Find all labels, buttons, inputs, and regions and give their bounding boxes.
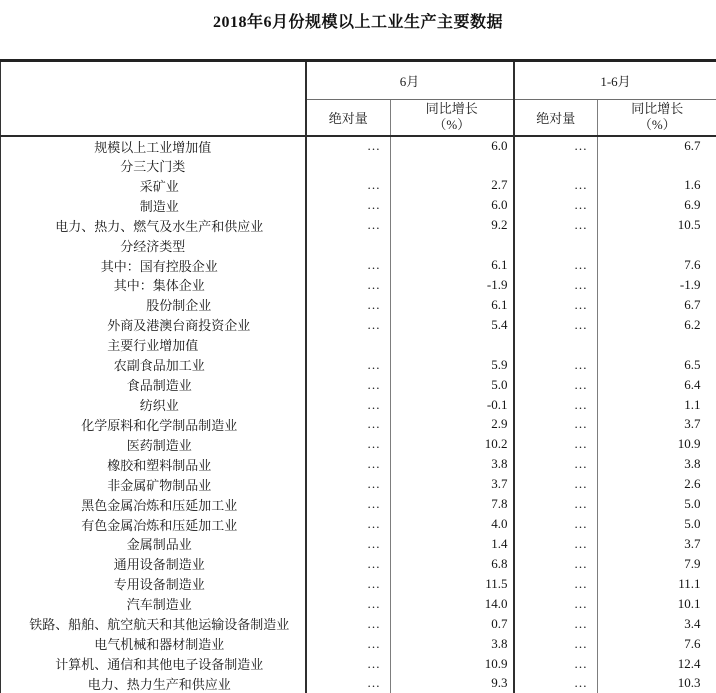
june-absolute-cell: … <box>306 534 391 554</box>
row-label: 通用设备制造业 <box>1 554 306 574</box>
h1-yoy-cell: 6.2 <box>598 315 716 335</box>
row-label: 金属制品业 <box>1 534 306 554</box>
june-yoy-cell <box>391 235 514 255</box>
row-label: 专用设备制造业 <box>1 574 306 594</box>
h1-yoy-cell: 5.0 <box>598 514 716 534</box>
table-row <box>1 474 716 494</box>
table-row <box>1 215 716 235</box>
row-label: 非金属矿物制品业 <box>1 474 306 494</box>
h1-yoy-cell: 10.9 <box>598 434 716 454</box>
table-row <box>1 275 716 295</box>
h1-absolute-cell: … <box>514 534 598 554</box>
row-label: 其中：国有控股企业 <box>1 255 306 275</box>
industrial-production-table <box>0 59 716 693</box>
h1-yoy-cell: 3.7 <box>598 534 716 554</box>
row-label: 电力、热力、燃气及水生产和供应业 <box>1 215 306 235</box>
june-yoy-cell: 5.0 <box>391 375 514 395</box>
table-row <box>1 156 716 176</box>
june-yoy-cell: 6.1 <box>391 295 514 315</box>
june-absolute-cell: … <box>306 375 391 395</box>
header-june-yoy <box>391 100 514 136</box>
h1-absolute-cell: … <box>514 514 598 534</box>
row-label: 其中：集体企业 <box>1 275 306 295</box>
h1-yoy-cell: 3.4 <box>598 614 716 634</box>
june-yoy-cell: 2.7 <box>391 175 514 195</box>
h1-absolute-cell: … <box>514 673 598 693</box>
june-absolute-cell: … <box>306 514 391 534</box>
row-label: 采矿业 <box>1 175 306 195</box>
header-jan-june-absolute: 绝对量 <box>514 100 598 136</box>
june-yoy-cell: 1.4 <box>391 534 514 554</box>
h1-absolute-cell: … <box>514 414 598 434</box>
june-yoy-cell: 3.8 <box>391 634 514 654</box>
june-yoy-cell <box>391 156 514 176</box>
june-absolute-cell <box>306 235 391 255</box>
table-row <box>1 255 716 275</box>
h1-yoy-cell: 1.6 <box>598 175 716 195</box>
h1-absolute-cell <box>514 156 598 176</box>
h1-yoy-cell: 3.8 <box>598 454 716 474</box>
h1-absolute-cell: … <box>514 494 598 514</box>
june-absolute-cell: … <box>306 195 391 215</box>
june-yoy-cell: 0.7 <box>391 614 514 634</box>
row-label: 黑色金属冶炼和压延加工业 <box>1 494 306 514</box>
june-absolute-cell: … <box>306 414 391 434</box>
row-label: 主要行业增加值 <box>1 335 306 355</box>
table-row <box>1 654 716 674</box>
h1-absolute-cell: … <box>514 255 598 275</box>
june-yoy-cell: 5.9 <box>391 355 514 375</box>
h1-absolute-cell: … <box>514 215 598 235</box>
h1-absolute-cell: … <box>514 395 598 415</box>
table-row <box>1 315 716 335</box>
h1-absolute-cell: … <box>514 295 598 315</box>
table-row <box>1 375 716 395</box>
table-header <box>1 61 716 136</box>
h1-yoy-cell: 6.7 <box>598 295 716 315</box>
row-label: 农副食品加工业 <box>1 355 306 375</box>
h1-yoy-cell: 6.7 <box>598 136 716 156</box>
table-row <box>1 534 716 554</box>
june-absolute-cell: … <box>306 295 391 315</box>
yoy-label-line2: （%） <box>391 117 513 133</box>
h1-yoy-cell: 7.6 <box>598 634 716 654</box>
h1-yoy-cell: 7.9 <box>598 554 716 574</box>
row-label: 医药制造业 <box>1 434 306 454</box>
row-label: 铁路、船舶、航空航天和其他运输设备制造业 <box>1 614 306 634</box>
h1-absolute-cell <box>514 335 598 355</box>
june-absolute-cell: … <box>306 136 391 156</box>
h1-absolute-cell <box>514 235 598 255</box>
june-absolute-cell <box>306 156 391 176</box>
h1-yoy-cell <box>598 335 716 355</box>
june-yoy-cell: -0.1 <box>391 395 514 415</box>
h1-yoy-cell: 6.4 <box>598 375 716 395</box>
row-label: 化学原料和化学制品制造业 <box>1 414 306 434</box>
header-group-row <box>1 61 716 100</box>
june-yoy-cell <box>391 335 514 355</box>
june-yoy-cell: 3.7 <box>391 474 514 494</box>
table-row <box>1 175 716 195</box>
table-body <box>1 136 716 693</box>
june-yoy-cell: 3.8 <box>391 454 514 474</box>
june-absolute-cell: … <box>306 654 391 674</box>
june-absolute-cell: … <box>306 614 391 634</box>
june-absolute-cell: … <box>306 255 391 275</box>
table-row <box>1 136 716 156</box>
june-absolute-cell: … <box>306 434 391 454</box>
yoy-label-line1: 同比增长 <box>391 101 513 117</box>
h1-absolute-cell: … <box>514 175 598 195</box>
table-row <box>1 574 716 594</box>
h1-yoy-cell: 7.6 <box>598 255 716 275</box>
h1-yoy-cell: 10.1 <box>598 594 716 614</box>
row-label: 纺织业 <box>1 395 306 415</box>
row-label: 制造业 <box>1 195 306 215</box>
h1-absolute-cell: … <box>514 614 598 634</box>
june-absolute-cell: … <box>306 574 391 594</box>
june-yoy-cell: 11.5 <box>391 574 514 594</box>
header-group-jan-june: 1-6月 <box>514 61 716 100</box>
row-label: 规模以上工业增加值 <box>1 136 306 156</box>
row-label: 橡胶和塑料制品业 <box>1 454 306 474</box>
table-row <box>1 454 716 474</box>
h1-absolute-cell: … <box>514 574 598 594</box>
table-row <box>1 554 716 574</box>
june-absolute-cell: … <box>306 634 391 654</box>
row-label: 汽车制造业 <box>1 594 306 614</box>
h1-yoy-cell: 10.3 <box>598 673 716 693</box>
june-absolute-cell: … <box>306 494 391 514</box>
h1-yoy-cell: 11.1 <box>598 574 716 594</box>
june-absolute-cell: … <box>306 355 391 375</box>
h1-yoy-cell: 2.6 <box>598 474 716 494</box>
table-row <box>1 195 716 215</box>
h1-absolute-cell: … <box>514 434 598 454</box>
june-yoy-cell: 6.0 <box>391 195 514 215</box>
row-label: 股份制企业 <box>1 295 306 315</box>
h1-yoy-cell: 12.4 <box>598 654 716 674</box>
h1-absolute-cell: … <box>514 474 598 494</box>
h1-absolute-cell: … <box>514 634 598 654</box>
h1-absolute-cell: … <box>514 454 598 474</box>
june-absolute-cell: … <box>306 175 391 195</box>
h1-absolute-cell: … <box>514 136 598 156</box>
table-row <box>1 434 716 454</box>
table-row <box>1 494 716 514</box>
june-absolute-cell: … <box>306 395 391 415</box>
june-yoy-cell: 9.2 <box>391 215 514 235</box>
h1-absolute-cell: … <box>514 554 598 574</box>
h1-yoy-cell: 6.5 <box>598 355 716 375</box>
table-row <box>1 414 716 434</box>
row-label: 分经济类型 <box>1 235 306 255</box>
june-yoy-cell: -1.9 <box>391 275 514 295</box>
june-absolute-cell: … <box>306 673 391 693</box>
yoy-label-line2: （%） <box>598 117 716 133</box>
page-title: 2018年6月份规模以上工业生产主要数据 <box>0 9 716 32</box>
table-row <box>1 235 716 255</box>
header-june-absolute: 绝对量 <box>306 100 391 136</box>
table-row <box>1 673 716 693</box>
row-label: 电力、热力生产和供应业 <box>1 673 306 693</box>
h1-yoy-cell: 10.5 <box>598 215 716 235</box>
table-row <box>1 514 716 534</box>
header-corner-cell <box>1 61 306 136</box>
h1-yoy-cell: 6.9 <box>598 195 716 215</box>
h1-absolute-cell: … <box>514 654 598 674</box>
row-label: 计算机、通信和其他电子设备制造业 <box>1 654 306 674</box>
row-label: 有色金属冶炼和压延加工业 <box>1 514 306 534</box>
june-absolute-cell: … <box>306 275 391 295</box>
june-absolute-cell: … <box>306 215 391 235</box>
table-row <box>1 594 716 614</box>
june-absolute-cell: … <box>306 594 391 614</box>
header-group-june: 6月 <box>306 61 514 100</box>
june-absolute-cell: … <box>306 315 391 335</box>
table-row <box>1 295 716 315</box>
row-label: 食品制造业 <box>1 375 306 395</box>
table-row <box>1 634 716 654</box>
yoy-label-line1: 同比增长 <box>598 101 716 117</box>
row-label: 外商及港澳台商投资企业 <box>1 315 306 335</box>
june-absolute-cell: … <box>306 474 391 494</box>
june-yoy-cell: 9.3 <box>391 673 514 693</box>
h1-absolute-cell: … <box>514 275 598 295</box>
june-yoy-cell: 2.9 <box>391 414 514 434</box>
h1-absolute-cell: … <box>514 315 598 335</box>
h1-absolute-cell: … <box>514 355 598 375</box>
june-yoy-cell: 7.8 <box>391 494 514 514</box>
h1-yoy-cell <box>598 235 716 255</box>
table-row <box>1 335 716 355</box>
june-yoy-cell: 4.0 <box>391 514 514 534</box>
row-label: 电气机械和器材制造业 <box>1 634 306 654</box>
june-yoy-cell: 6.8 <box>391 554 514 574</box>
header-jan-june-yoy <box>598 100 716 136</box>
h1-absolute-cell: … <box>514 375 598 395</box>
table-row <box>1 395 716 415</box>
h1-absolute-cell: … <box>514 594 598 614</box>
june-absolute-cell: … <box>306 454 391 474</box>
h1-yoy-cell: 3.7 <box>598 414 716 434</box>
june-yoy-cell: 6.1 <box>391 255 514 275</box>
h1-yoy-cell: -1.9 <box>598 275 716 295</box>
h1-yoy-cell <box>598 156 716 176</box>
june-yoy-cell: 5.4 <box>391 315 514 335</box>
june-yoy-cell: 14.0 <box>391 594 514 614</box>
row-label: 分三大门类 <box>1 156 306 176</box>
june-absolute-cell: … <box>306 554 391 574</box>
june-yoy-cell: 10.2 <box>391 434 514 454</box>
june-yoy-cell: 10.9 <box>391 654 514 674</box>
h1-absolute-cell: … <box>514 195 598 215</box>
table-row <box>1 355 716 375</box>
h1-yoy-cell: 1.1 <box>598 395 716 415</box>
h1-yoy-cell: 5.0 <box>598 494 716 514</box>
table-row <box>1 614 716 634</box>
june-yoy-cell: 6.0 <box>391 136 514 156</box>
june-absolute-cell <box>306 335 391 355</box>
